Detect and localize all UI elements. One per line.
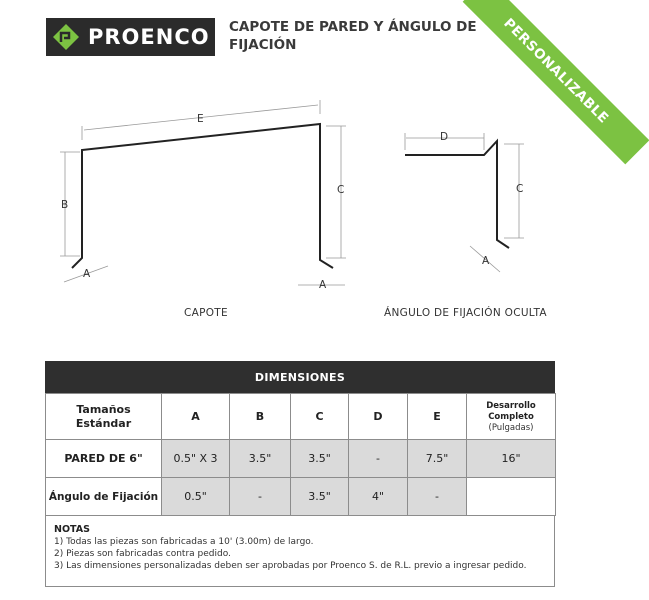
cell-b: - xyxy=(230,478,291,516)
table-row xyxy=(46,440,556,478)
dim-label-a-right: A xyxy=(319,279,327,291)
col-b: B xyxy=(230,394,291,440)
col-sizes: Tamaños Estándar xyxy=(46,394,162,440)
cell-e: - xyxy=(408,478,467,516)
cell-a: 0.5" X 3 xyxy=(162,440,230,478)
angulo-dimension-lines xyxy=(405,133,524,272)
cell-dev: 16" xyxy=(467,440,556,478)
dim-label-a-angulo: A xyxy=(482,255,490,267)
col-a: A xyxy=(162,394,230,440)
dim-label-b: B xyxy=(61,199,69,211)
cell-dev xyxy=(467,478,556,516)
note-item: 1) Todas las piezas son fabricadas a 10' (3.00m) de largo. xyxy=(54,537,314,547)
col-dev-label: Desarrollo Completo xyxy=(486,400,536,422)
cell-c: 3.5" xyxy=(291,440,349,478)
col-d: D xyxy=(349,394,408,440)
brand-name: PROENCO xyxy=(88,25,210,49)
dim-label-c-angulo: C xyxy=(516,183,524,195)
cell-d: 4" xyxy=(349,478,408,516)
col-dev xyxy=(467,394,556,440)
row-name: Ángulo de Fijación xyxy=(46,478,162,516)
col-c: C xyxy=(291,394,349,440)
dimensions-grid xyxy=(45,393,556,516)
table-header-row xyxy=(46,394,556,440)
dim-label-d: D xyxy=(440,131,449,143)
note-item: 2) Piezas son fabricadas contra pedido. xyxy=(54,549,231,559)
cell-e: 7.5" xyxy=(408,440,467,478)
cell-d: - xyxy=(349,440,408,478)
angulo-caption: ÁNGULO DE FIJACIÓN OCULTA xyxy=(384,307,547,319)
notes-section xyxy=(45,516,555,587)
dim-label-a-left: A xyxy=(83,268,91,280)
row-name: PARED DE 6" xyxy=(46,440,162,478)
angulo-drawing xyxy=(405,141,509,248)
notes-title: NOTAS xyxy=(54,524,90,535)
cell-a: 0.5" xyxy=(162,478,230,516)
dim-label-c-capote: C xyxy=(337,184,345,196)
capote-drawing xyxy=(72,124,333,268)
cell-b: 3.5" xyxy=(230,440,291,478)
capote-dimension-lines xyxy=(60,100,346,285)
col-e: E xyxy=(408,394,467,440)
table-row xyxy=(46,478,556,516)
dimensions-table xyxy=(45,361,555,587)
note-item: 3) Las dimensiones personalizadas deben ser aprobadas por Proenco S. de R.L. previo a ingresar pedido. xyxy=(54,561,527,571)
personalizable-ribbon: PERSONALIZABLE xyxy=(463,0,649,164)
dim-label-e: E xyxy=(197,113,204,125)
cell-c: 3.5" xyxy=(291,478,349,516)
page-title: CAPOTE DE PARED Y ÁNGULO DE FIJACIÓN xyxy=(229,19,477,53)
capote-caption: CAPOTE xyxy=(184,307,228,319)
col-dev-unit: (Pulgadas) xyxy=(488,422,534,433)
table-header: DIMENSIONES xyxy=(45,361,555,393)
